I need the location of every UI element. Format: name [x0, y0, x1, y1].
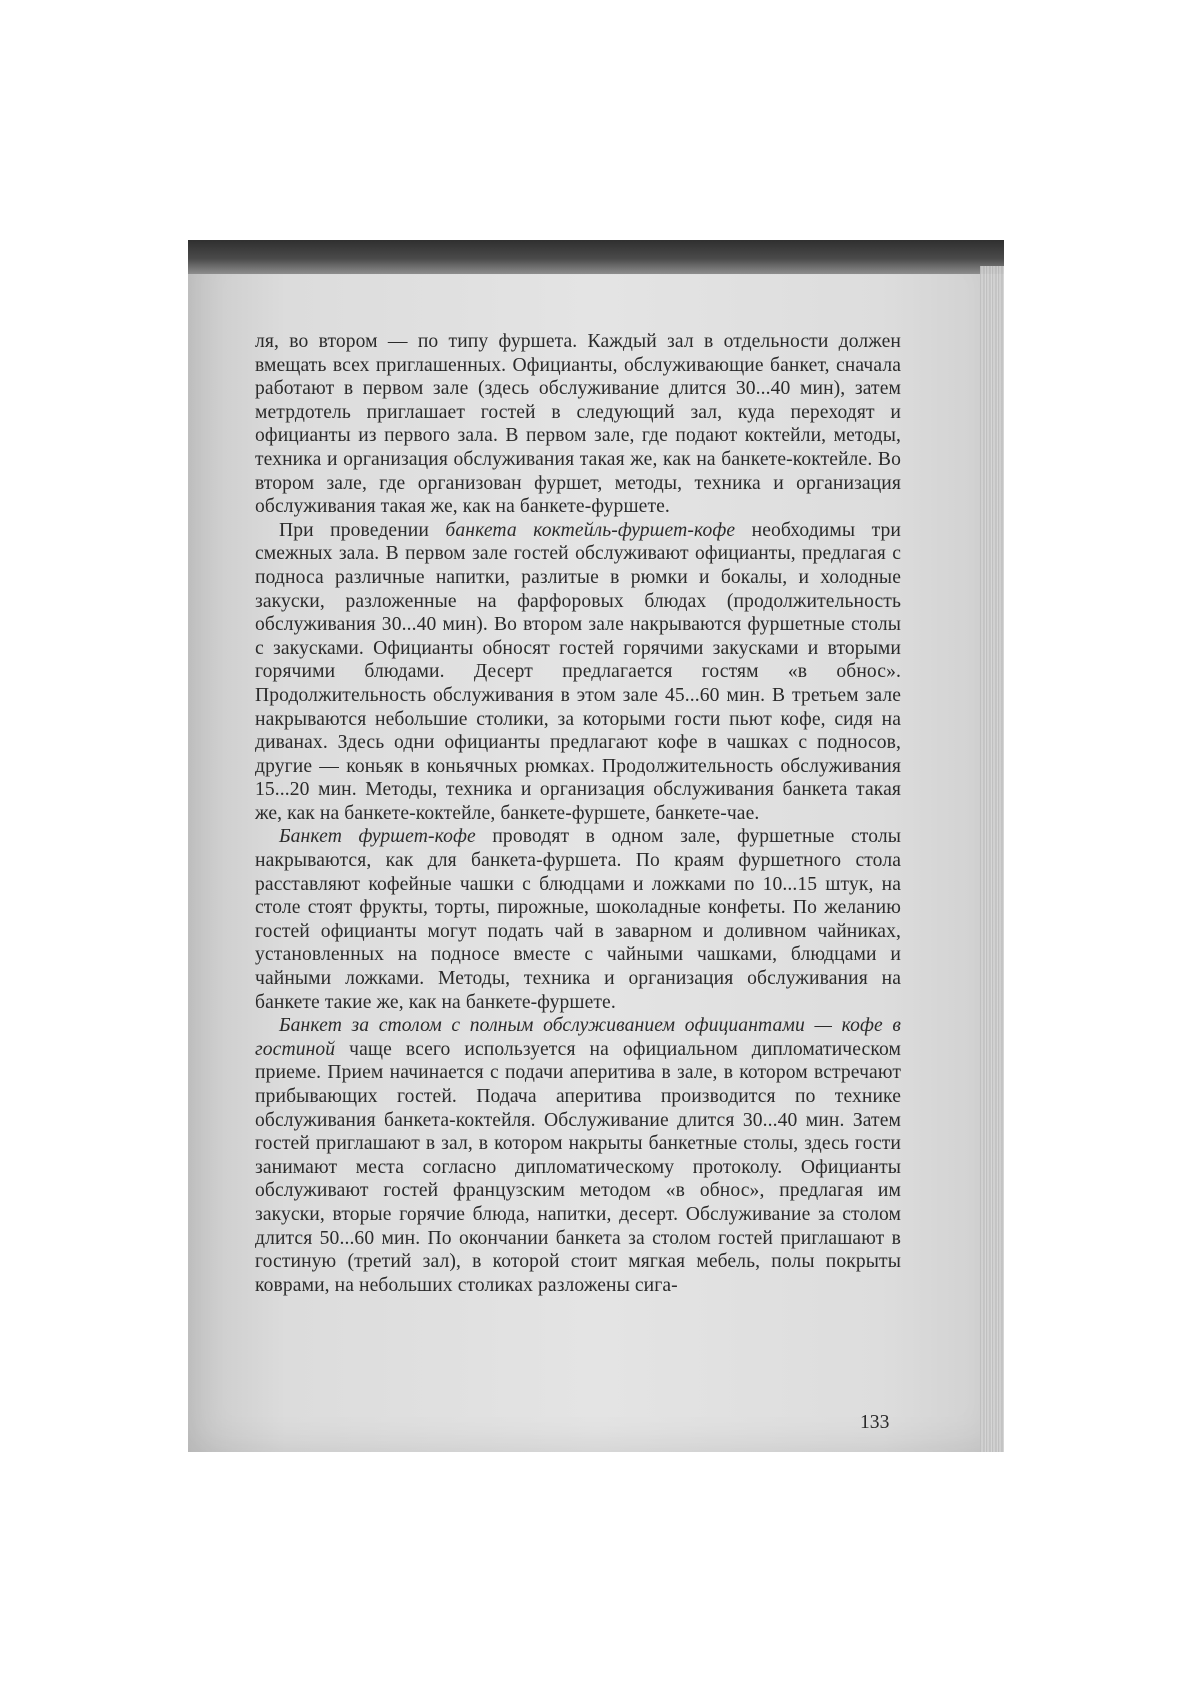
scan-top-shadow	[188, 240, 1004, 274]
page-number: 133	[860, 1412, 890, 1433]
paragraph-2	[255, 519, 901, 826]
paragraph-4-term: Банкет за столом с полным обслуживанием официантами — кофе в гостиной	[255, 1015, 901, 1060]
page-edge-stack	[980, 266, 1004, 1452]
paragraph-3	[255, 825, 901, 1014]
scanned-page	[188, 240, 1004, 1452]
paragraph-3-term: Банкет фуршет-кофе	[279, 826, 476, 848]
body-text	[255, 330, 901, 1297]
paragraph-3-text: проводят в одном зале, фуршетные столы накрываются, как для банкета-фуршета. По краям фуршетного стола расставляют кофейные чашки с блюдцами и ложками по 10...15 штук, на столе стоят фрукты, торты, пирожные, шоколадные конфеты. По желанию гостей официанты могут подать чай в заварном и доливном чайниках, установленных на подносе вместе с чайными чашками, блюдцами и чайными ложками. Методы, техника и организация обслуживания на банкете такие же, как на банкете-фуршете.	[255, 826, 901, 1013]
paragraph-4-text: чаще всего используется на официальном дипломатическом приеме. Прием начинается с подачи аперитива в зале, в котором встречают прибывающих гостей. Подача аперитива производится по технике обслуживания банкета-коктейля. Обслуживание длится 30...40 мин. Затем гостей приглашают в зал, в котором накрыты банкетные столы, здесь гости занимают места согласно дипломатическому протоколу. Официанты обслуживают гостей французским методом «в обнос», предлагая им закуски, вторые горячие блюда, напитки, десерт. Обслуживание за столом длится 50...60 мин. По окончании банкета за столом гостей приглашают в гостиную (третий зал), в которой стоит мягкая мебель, полы покрыты коврами, на небольших столиках разложены сига-	[255, 1038, 901, 1296]
paragraph-1-text: ля, во втором — по типу фуршета. Каждый зал в отдельности должен вмещать всех приглашенных. Официанты, обслуживающие банкет, сначала работают в первом зале (здесь обслуживание длится 30...40 мин), затем метрдотель приглашает гостей в следующий зал, куда переходят и официанты из первого зала. В первом зале, где подают коктейли, методы, техника и организация обслуживания такая же, как на банкете-коктейле. Во втором зале, где организован фуршет, методы, техника и организация обслуживания такая же, как на банкете-фуршете.	[255, 331, 901, 518]
paragraph-4	[255, 1014, 901, 1297]
paragraph-1	[255, 330, 901, 519]
paragraph-2-term: банкета коктейль-фуршет-кофе	[445, 519, 736, 541]
paragraph-2-lead: При проведении	[279, 519, 446, 541]
paragraph-2-text: необходимы три смежных зала. В первом зале гостей обслуживают официанты, предлагая с подноса различные напитки, разлитые в рюмки и бокалы, и холодные закуски, разложенные на фарфоровых блюдах (продолжительность обслуживания 30...40 мин). Во втором зале накрываются фуршетные столы с закусками. Официанты обносят гостей горячими закусками и вторыми горячими блюдами. Десерт предлагается гостям «в обнос». Продолжительность обслуживания в этом зале 45...60 мин. В третьем зале накрываются небольшие столики, за которыми гости пьют кофе, сидя на диванах. Здесь одни официанты предлагают кофе в чашках с подносов, другие — коньяк в коньячных рюмках. Продолжительность обслуживания 15...20 мин. Методы, техника и организация обслуживания банкета такая же, как на банкете-коктейле, банкете-фуршете, банкете-чае.	[255, 519, 901, 824]
